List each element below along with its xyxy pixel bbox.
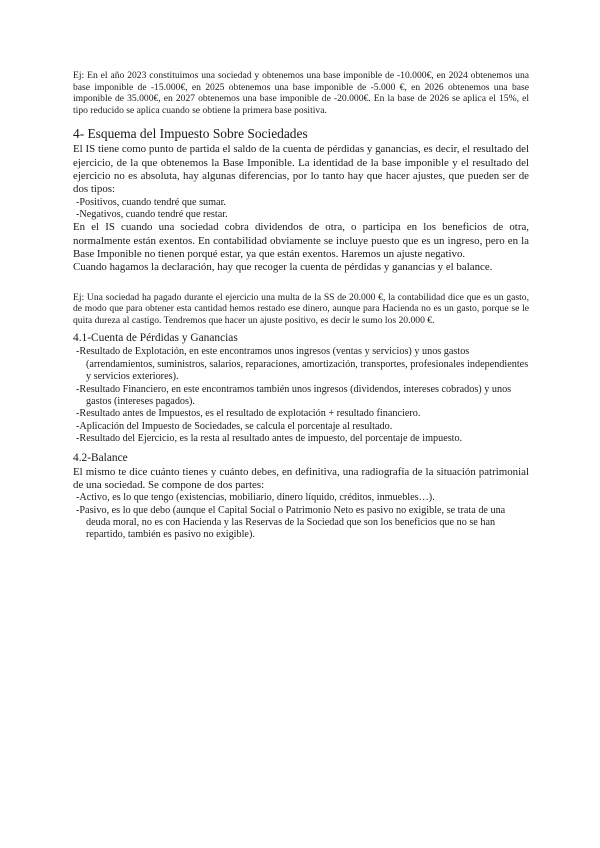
section-4-paragraph-3: Cuando hagamos la declaración, hay que recoger la cuenta de pérdidas y ganancias y el balance. (73, 261, 493, 274)
list-item-operating-result: -Resultado de Explotación, en este encontramos unos ingresos (ventas y servicios) y unos gastos (arrendamientos, suministros, salarios, reparaciones, amortización, transportes, profesionales independientes y servicios exteriores). (76, 346, 529, 383)
document-page (73, 70, 529, 542)
list-item-assets: -Activo, es lo que tengo (existencias, mobiliario, dinero líquido, créditos, inmuebles…). (76, 492, 435, 504)
section-4-2-paragraph: El mismo te dice cuánto tienes y cuánto debes, en definitiva, una radiografía de la situación patrimonial de una sociedad. Se compone de dos partes: (73, 465, 529, 491)
example-paragraph-2: Ej: Una sociedad ha pagado durante el ejercicio una multa de la SS de 20.000 €, la contabilidad dice que es un gasto, de modo que para obtener esta cantidad hemos restado ese dinero, aunque para Hacienda no es un gasto, porque se le quita dureza al castigo. Tendremos que hacer un ajuste positivo, es decir le sumo los 20.000 €. (73, 291, 529, 326)
section-4-2-heading: 4.2-Balance (73, 451, 128, 464)
adjustment-item-negative: -Negativos, cuando tendré que restar. (76, 208, 228, 220)
section-4-paragraph-2: En el IS cuando una sociedad cobra dividendos de otra, o participa en los beneficios de otra, normalmente están exentos. En contabilidad obviamente se incluye puesto que es un ingreso, pero en la Base Imponible no tienen porqué estar, ya que están exentos. Haremos un ajuste negativo. (73, 221, 529, 260)
section-4-heading: 4- Esquema del Impuesto Sobre Sociedades (73, 126, 308, 142)
list-item-financial-result: -Resultado Financiero, en este encontramos también unos ingresos (dividendos, intereses cobrados) y unos gastos (intereses pagados). (76, 383, 512, 407)
adjustment-item-positive: -Positivos, cuando tendré que sumar. (76, 196, 226, 208)
list-item-pre-tax-result: -Resultado antes de Impuestos, es el resultado de explotación + resultado financiero. (76, 408, 421, 420)
section-4-paragraph-1: El IS tiene como punto de partida el saldo de la cuenta de pérdidas y ganancias, es decir, el resultado del ejercicio, de la que obtenemos la Base Imponible. La identidad de la base imponible y el resultado del ejercicio no es absoluta, hay algunas diferencias, por lo tanto hay que hacer ajustes, que pueden ser de dos tipos: (73, 143, 529, 196)
list-item-year-result: -Resultado del Ejercicio, es la resta al resultado antes de impuesto, del porcentaje de impuesto. (76, 433, 463, 445)
example-paragraph-1: Ej: En el año 2023 constituimos una sociedad y obtenemos una base imponible de -10.000€, en 2024 obtenemos una base imponible de -15.000€, en 2025 obtenemos una base imponible de -5.000 €, en 2026 obtenemos una base imponible de 35.000€, en 2027 obtenemos una base imponible de -20.000€. En la base de 2026 se aplica el 15%, el tipo reducido se aplica cuando se obtiene la primera base positiva. (73, 70, 529, 116)
list-item-liabilities: -Pasivo, es lo que debo (aunque el Capital Social o Patrimonio Neto es pasivo no exigible, se trata de una deuda moral, no es con Hacienda y las Reservas de la Sociedad que son los beneficios que no se han repartido, también es pasivo no exigible). (76, 504, 506, 541)
section-4-1-heading: 4.1-Cuenta de Pérdidas y Ganancias (73, 332, 238, 345)
list-item-tax-application: -Aplicación del Impuesto de Sociedades, se calcula el porcentaje al resultado. (76, 420, 393, 432)
